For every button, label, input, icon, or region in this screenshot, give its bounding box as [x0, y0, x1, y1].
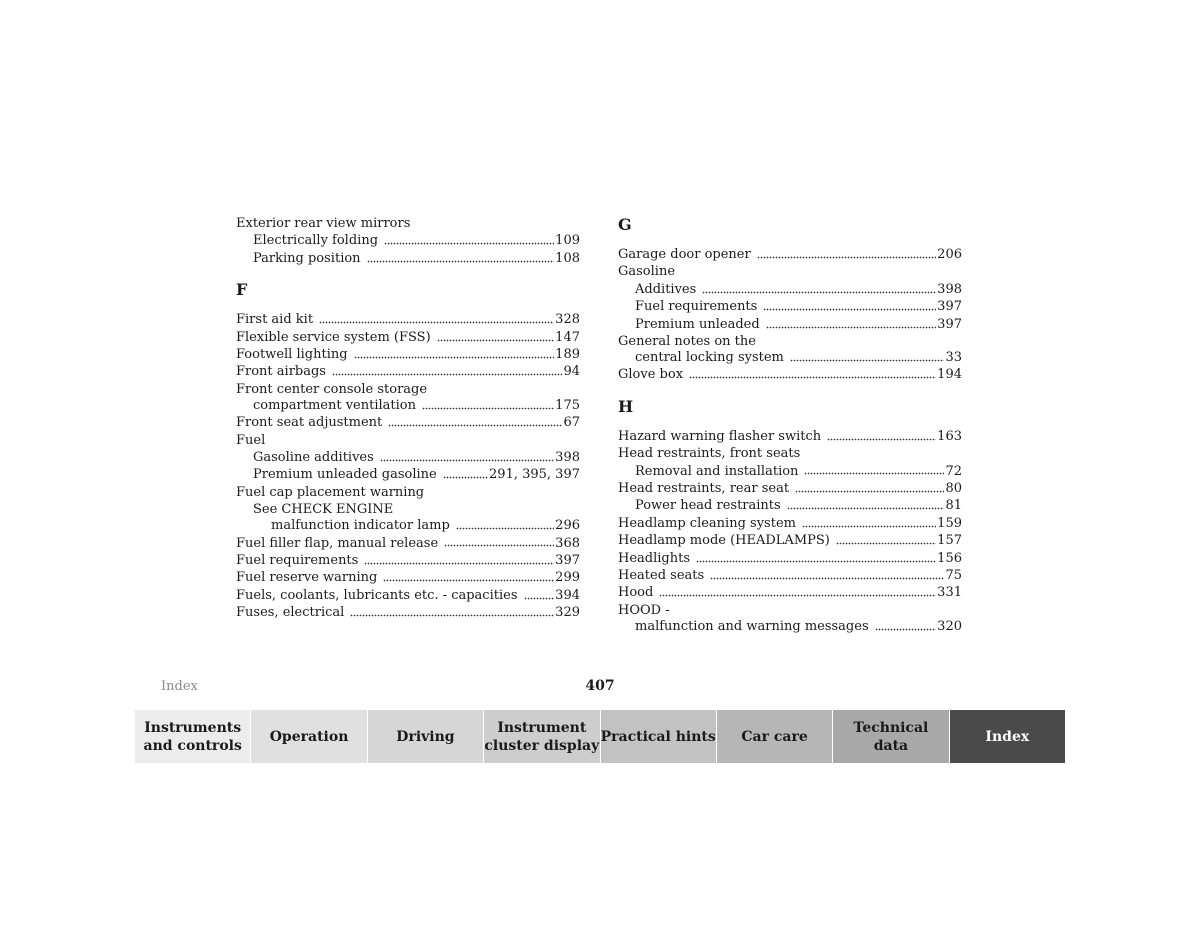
- tab-label: Technical data: [853, 719, 929, 754]
- index-entry-page: 398: [555, 449, 580, 465]
- index-entry-text: Glove box: [618, 367, 684, 383]
- index-entry: [236, 311, 580, 328]
- dot-leader: [804, 472, 944, 476]
- index-entry: [236, 329, 580, 346]
- dot-leader: [827, 437, 936, 441]
- dot-leader: [659, 594, 936, 598]
- dot-leader: [875, 627, 937, 631]
- index-entry-text: Premium unleaded gasoline: [253, 467, 437, 483]
- index-entry-text: Footwell lighting: [236, 347, 348, 363]
- dot-leader: [383, 579, 554, 583]
- index-entry-page: 108: [555, 250, 580, 266]
- dot-leader: [319, 321, 554, 325]
- index-entry: [618, 316, 962, 333]
- index-entry: [236, 381, 580, 398]
- dot-leader: [456, 527, 554, 531]
- index-entry-text: Front center console storage: [236, 381, 428, 397]
- dot-leader: [802, 524, 936, 528]
- index-column-left: [236, 215, 580, 622]
- index-entry-text: Additives: [635, 281, 697, 297]
- index-entry-page: 157: [937, 533, 962, 549]
- dot-leader: [696, 559, 936, 563]
- index-entry-text: Power head restraints: [635, 498, 781, 514]
- index-entry-page: 394: [555, 587, 580, 603]
- index-entry-text: Electrically folding: [253, 233, 379, 249]
- dot-leader: [444, 544, 554, 548]
- dot-leader: [757, 255, 936, 259]
- index-entry-text: Heated seats: [618, 568, 705, 583]
- tab-practical-hints[interactable]: [601, 710, 717, 763]
- index-entry: [618, 366, 962, 383]
- index-entry-page: 368: [555, 535, 580, 551]
- index-entry-text: Fuel requirements: [236, 552, 359, 568]
- index-entry: [236, 363, 580, 380]
- index-entry: [618, 497, 962, 514]
- dot-leader: [710, 576, 944, 580]
- dot-leader: [437, 338, 555, 342]
- tab-index[interactable]: [950, 710, 1065, 763]
- index-entry-text: See CHECK ENGINE: [253, 502, 394, 518]
- index-entry-text: Gasoline: [618, 264, 676, 280]
- index-entry-text: Hazard warning flasher switch: [618, 428, 822, 444]
- dot-leader: [380, 458, 554, 462]
- index-entry-page: 33: [945, 349, 962, 365]
- page-number: 407: [585, 678, 615, 694]
- index-entry-page: 163: [937, 428, 962, 444]
- dot-leader: [787, 507, 945, 511]
- index-entry: [236, 449, 580, 466]
- tab-label: Driving: [396, 728, 455, 745]
- index-entry-page: 328: [555, 312, 580, 328]
- index-entry: [236, 346, 580, 363]
- tab-label: Car care: [741, 728, 808, 745]
- index-entry-page: 75: [945, 568, 962, 583]
- index-entry: [618, 567, 962, 584]
- dot-leader: [790, 358, 945, 362]
- index-entry-text: malfunction and warning messages: [635, 618, 869, 634]
- index-entry: [618, 618, 962, 635]
- index-entry: [236, 397, 580, 414]
- index-entry-text: Fuses, electrical: [236, 605, 345, 621]
- index-column-right: [618, 215, 962, 635]
- index-entry: [236, 552, 580, 569]
- index-entry-page: 291, 395, 397: [489, 467, 580, 483]
- index-entry-text: Gasoline additives: [253, 449, 374, 465]
- index-entry: [618, 349, 962, 366]
- index-entry-page: 94: [563, 364, 580, 380]
- index-entry-text: Fuel requirements: [635, 299, 758, 315]
- tab-technical-data[interactable]: [833, 710, 949, 763]
- tab-label: Instruments and controls: [143, 719, 242, 754]
- index-entry-page: 67: [563, 415, 580, 431]
- index-entry: [236, 501, 580, 518]
- index-entry: [618, 480, 962, 497]
- index-entry-page: 397: [555, 552, 580, 568]
- dot-leader: [332, 373, 562, 377]
- index-entry-text: Fuel cap placement warning: [236, 484, 425, 500]
- dot-leader: [384, 242, 554, 246]
- dot-leader: [388, 424, 562, 428]
- index-entry-page: 194: [937, 367, 962, 383]
- index-entry-page: 329: [555, 605, 580, 621]
- index-entry-text: Headlamp cleaning system: [618, 515, 796, 531]
- index-entry-text: Headlights: [618, 550, 691, 566]
- section-letter-g: G: [618, 215, 632, 234]
- index-entry-text: Headlamp mode (HEADLAMPS): [618, 533, 830, 549]
- tab-instruments-and-controls[interactable]: [135, 710, 251, 763]
- index-entry-text: Hood: [618, 585, 654, 601]
- tab-operation[interactable]: [251, 710, 367, 763]
- section-letter-h: H: [618, 396, 634, 416]
- index-entry-text: central locking system: [635, 349, 784, 365]
- index-entry-text: Front seat adjustment: [236, 415, 383, 431]
- index-entry-page: 72: [945, 463, 962, 479]
- index-entry: [236, 517, 580, 534]
- chapter-tab-bar: [135, 710, 1065, 763]
- tab-label: Instrument cluster display: [484, 719, 600, 754]
- index-entry-text: malfunction indicator lamp: [271, 518, 450, 534]
- index-entry-text: HOOD -: [618, 602, 670, 618]
- index-entry: [618, 333, 962, 350]
- tab-car-care[interactable]: [717, 710, 833, 763]
- tab-label: Index: [985, 728, 1030, 745]
- index-entry-page: 147: [555, 329, 580, 345]
- dot-leader: [689, 376, 936, 380]
- tab-instrument-cluster-display[interactable]: [484, 710, 600, 763]
- dot-leader: [766, 325, 937, 329]
- index-entry: [236, 604, 580, 621]
- index-entry: [236, 232, 580, 249]
- dot-leader: [763, 308, 936, 312]
- index-entry: [236, 250, 580, 267]
- index-entry: [618, 602, 962, 619]
- index-entry-text: Garage door opener: [618, 247, 751, 262]
- section-letter-f: F: [236, 280, 248, 300]
- index-entry: [236, 466, 580, 483]
- dot-leader: [364, 561, 554, 565]
- index-entry: [618, 550, 962, 567]
- footer-section-label: Index: [161, 679, 198, 694]
- dot-leader: [367, 259, 555, 263]
- index-entry-page: 109: [555, 233, 580, 249]
- index-entry-text: Fuel filler flap, manual release: [236, 535, 439, 551]
- index-entry-page: 320: [937, 618, 962, 634]
- index-entry-page: 159: [937, 515, 962, 531]
- index-entry-text: Flexible service system (FSS): [236, 329, 431, 345]
- index-entry: [618, 428, 962, 445]
- index-entry-text: Removal and installation: [635, 463, 799, 479]
- index-entry-text: General notes on the: [618, 334, 756, 350]
- index-entry-page: 175: [555, 397, 580, 413]
- tab-label: Operation: [269, 728, 349, 745]
- index-entry: [236, 484, 580, 501]
- index-entry: [618, 246, 962, 263]
- index-entry: [236, 215, 580, 232]
- tab-label: Practical hints: [600, 728, 716, 745]
- dot-leader: [524, 596, 555, 600]
- dot-leader: [443, 476, 488, 480]
- index-entry-text: Exterior rear view mirrors: [236, 216, 411, 231]
- dot-leader: [422, 406, 554, 410]
- index-entry-page: 80: [945, 480, 962, 496]
- index-entry-text: Head restraints, rear seat: [618, 480, 790, 496]
- index-entry-text: compartment ventilation: [253, 397, 416, 413]
- index-entry-page: 331: [937, 585, 962, 601]
- index-entry: [618, 515, 962, 532]
- index-entry: [618, 463, 962, 480]
- tab-driving[interactable]: [368, 710, 484, 763]
- index-entry-text: First aid kit: [236, 312, 314, 328]
- index-entry-text: Premium unleaded: [635, 316, 760, 332]
- index-entry-text: Head restraints, front seats: [618, 446, 801, 462]
- index-entry: [236, 432, 580, 449]
- index-entry: [236, 587, 580, 604]
- index-entry: [236, 535, 580, 552]
- index-entry: [618, 263, 962, 280]
- index-entry-page: 189: [555, 347, 580, 363]
- dot-leader: [350, 614, 554, 618]
- index-entry: [236, 414, 580, 431]
- dot-leader: [795, 489, 944, 493]
- index-entry: [618, 532, 962, 549]
- index-entry: [618, 584, 962, 601]
- index-entry-page: 397: [937, 299, 962, 315]
- index-entry-text: Fuels, coolants, lubricants etc. - capacities: [236, 587, 518, 603]
- index-entry-page: 156: [937, 550, 962, 566]
- index-entry-text: Front airbags: [236, 364, 326, 380]
- dot-leader: [836, 542, 936, 546]
- index-entry: [618, 298, 962, 315]
- dot-leader: [354, 355, 555, 359]
- index-entry-page: 299: [555, 570, 580, 586]
- index-entry-text: Fuel reserve warning: [236, 570, 378, 586]
- index-entry-text: Fuel: [236, 432, 266, 448]
- index-entry-page: 397: [937, 316, 962, 332]
- dot-leader: [702, 290, 936, 294]
- index-entry-page: 398: [937, 281, 962, 297]
- index-entry-page: 81: [945, 498, 962, 514]
- index-entry: [618, 445, 962, 462]
- index-entry: [618, 281, 962, 298]
- index-entry-page: 296: [555, 518, 580, 534]
- index-entry-text: Parking position: [253, 250, 361, 266]
- index-entry-page: 206: [937, 247, 962, 262]
- index-entry: [236, 569, 580, 586]
